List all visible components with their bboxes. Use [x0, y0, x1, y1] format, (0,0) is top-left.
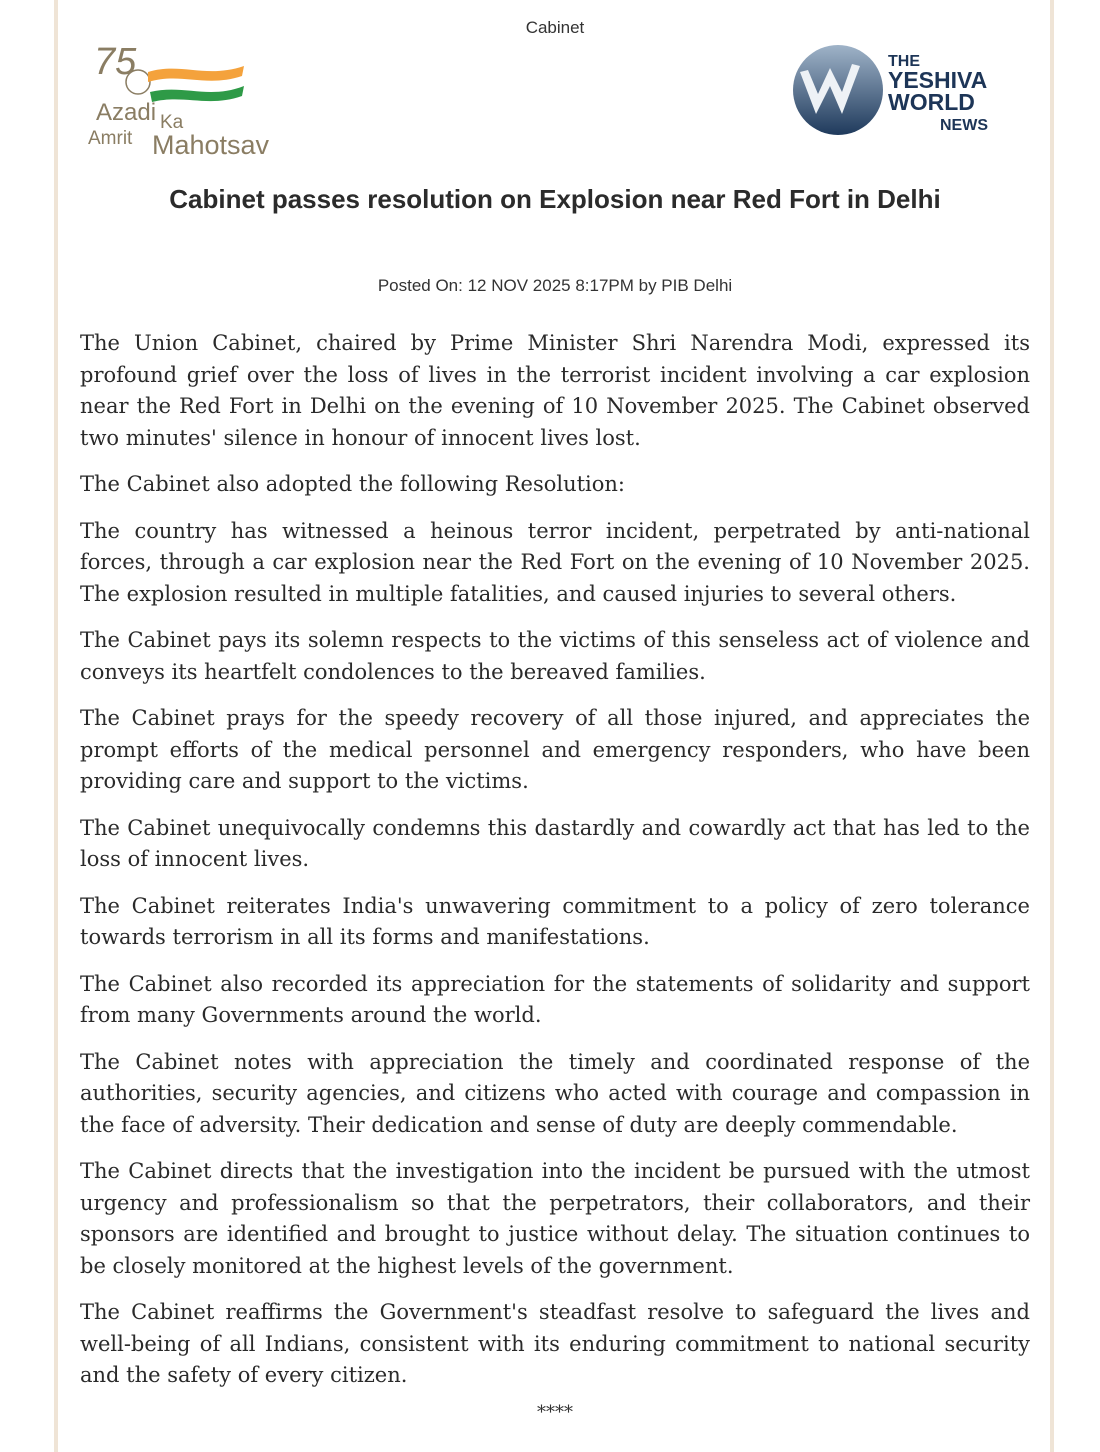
svg-text:NEWS: NEWS: [940, 117, 988, 134]
svg-text:75: 75: [94, 44, 137, 83]
page-title: Cabinet passes resolution on Explosion near Red Fort in Delhi: [169, 184, 941, 214]
paragraph: The Cabinet pays its solemn respects to the victims of this senseless act of violence and conveys its heartfelt condolences to the bereaved families.: [80, 628, 1030, 684]
page-border-right: [1050, 0, 1054, 1452]
svg-text:WORLD: WORLD: [888, 89, 975, 115]
paragraph: The Cabinet also adopted the following Resolution:: [80, 472, 626, 496]
svg-text:Azadi: Azadi: [96, 99, 157, 126]
svg-text:Amrit: Amrit: [88, 128, 133, 149]
svg-text:THE: THE: [888, 53, 920, 70]
paragraph: The Union Cabinet, chaired by Prime Minister Shri Narendra Modi, expressed its profound grief over the loss of lives in the terrorist incident involving a car explosion near the Red Fort in Delhi on the evening of 10 November 2025. The Cabinet observed two minutes' silence in honour of innocent lives lost.: [80, 331, 1030, 450]
paragraph: The country has witnessed a heinous terror incident, perpetrated by anti-national forces, through a car explosion near the Red Fort on the evening of 10 November 2025. The explosion resulted in multiple fatalities, and caused injuries to several others.: [80, 518, 1030, 606]
paragraph: The Cabinet notes with appreciation the timely and coordinated response of the authorities, security agencies, and citizens who acted with courage and compassion in the face of adversity. Their dedication and sense of duty are deeply commendable.: [80, 1049, 1030, 1137]
svg-text:Mahotsav: Mahotsav: [152, 130, 270, 159]
posted-on: Posted On: 12 NOV 2025 8:17PM by PIB Delhi: [377, 276, 733, 295]
end-marker: ****: [537, 1402, 573, 1423]
yeshiva-world-news-logo: [790, 42, 1005, 138]
article-body: [80, 328, 1030, 1407]
category-label: Cabinet: [525, 18, 585, 37]
paragraph: The Cabinet reiterates India's unwavering commitment to a policy of zero tolerance towards terrorism in all its forms and manifestations.: [80, 893, 1030, 949]
paragraph: The Cabinet also recorded its appreciation for the statements of solidarity and support from many Governments around the world.: [80, 971, 1030, 1027]
paragraph: The Cabinet unequivocally condemns this dastardly and cowardly act that has led to the loss of innocent lives.: [80, 815, 1030, 871]
svg-text:Ka: Ka: [160, 112, 184, 133]
svg-text:YESHIVA: YESHIVA: [888, 67, 988, 93]
paragraph: The Cabinet prays for the speedy recovery of all those injured, and appreciates the prompt efforts of the medical personnel and emergency responders, who have been providing care and support to the victims.: [80, 706, 1030, 793]
page-border-left: [54, 0, 58, 1452]
paragraph: The Cabinet reaffirms the Government's steadfast resolve to safeguard the lives and well-being of all Indians, consistent with its enduring commitment to national security and the safety of every citizen.: [80, 1300, 1030, 1387]
paragraph: The Cabinet directs that the investigation into the incident be pursued with the utmost urgency and professionalism so that the perpetrators, their collaborators, and their sponsors are identified and brought to justice without delay. The situation continues to be closely monitored at the highest levels of the government.: [80, 1159, 1030, 1278]
azadi-ka-amrit-mahotsav-logo: [86, 44, 286, 159]
